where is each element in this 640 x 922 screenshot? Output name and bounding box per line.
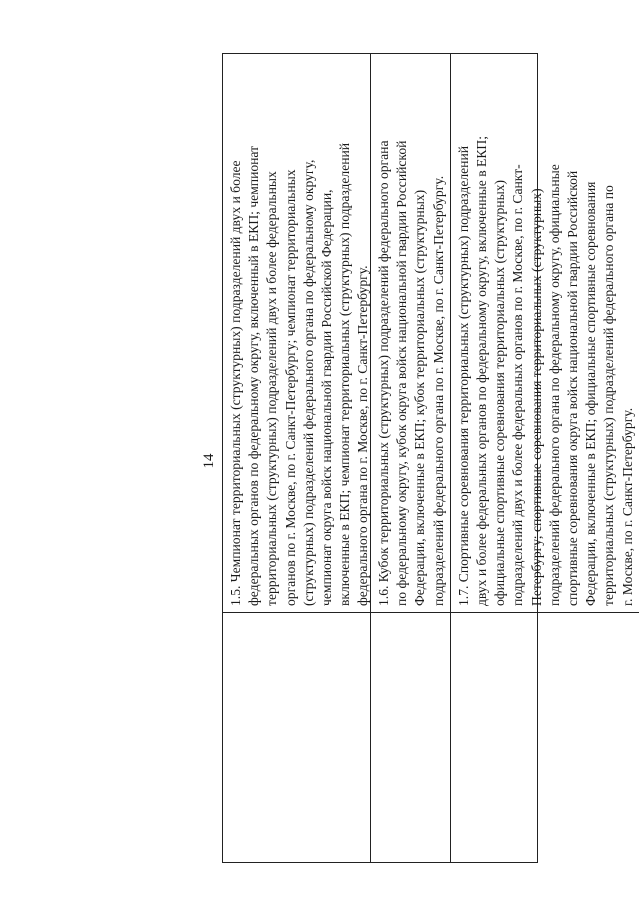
table-cell-left xyxy=(223,612,370,862)
table-cell-left xyxy=(451,612,639,862)
rotated-content xyxy=(200,51,635,871)
table-cell-left xyxy=(371,612,450,862)
table-cell-text: 1.6. Кубок территориальных (структурных) подразделений федерального органа по федеральному округу, кубок округа войск национальной гвардии Российской Федерации, включенные в ЕКП; кубок территориальных (структурных) подразделений федерального органа по г. Москве, по г. Санкт-Петербургу. xyxy=(376,140,446,606)
page-number: 14 xyxy=(201,453,217,469)
document-table xyxy=(222,53,635,863)
table-cell-text: 1.7. Спортивные соревнования территориальных (структурных) подразделений двух и более федеральных органов по федеральному округу, включенные в ЕКП; официальные спортивные соревнования территориальных (структурных) подразделений двух и более федеральных органов по г. Москве, по г. Санкт- Петербургу; спортивные соревнования территориальных (структурных) подразделений федерального органа по федеральному округу, официальные спортивные соревнования округа войск национальной гвардии Российской Федерации, включенные в ЕКП; официальные спортивные соревнования территориальных (структурных) подразделений федерального органа по г. Москве, по г. Санкт-Петербургу. xyxy=(455,135,635,606)
table-row xyxy=(223,54,371,862)
table-cell-text: 1.5. Чемпионат территориальных (структурных) подразделений двух и более федеральных органов по федеральному округу, включенный в ЕКП; чемпионат территориальных (структурных) подразделений двух и более федеральных органов по г. Москве, по г. Санкт-Петербургу; чемпионат территориальных (структурных) подразделений федерального органа по федеральному округу, чемпионат округа войск национальной гвардии Российской Федерации, включенные в ЕКП; чемпионат территориальных (структурных) подразделений федерального органа по г. Москве, по г. Санкт-Петербургу. xyxy=(228,142,371,606)
table-row xyxy=(451,54,639,862)
table-row xyxy=(371,54,451,862)
